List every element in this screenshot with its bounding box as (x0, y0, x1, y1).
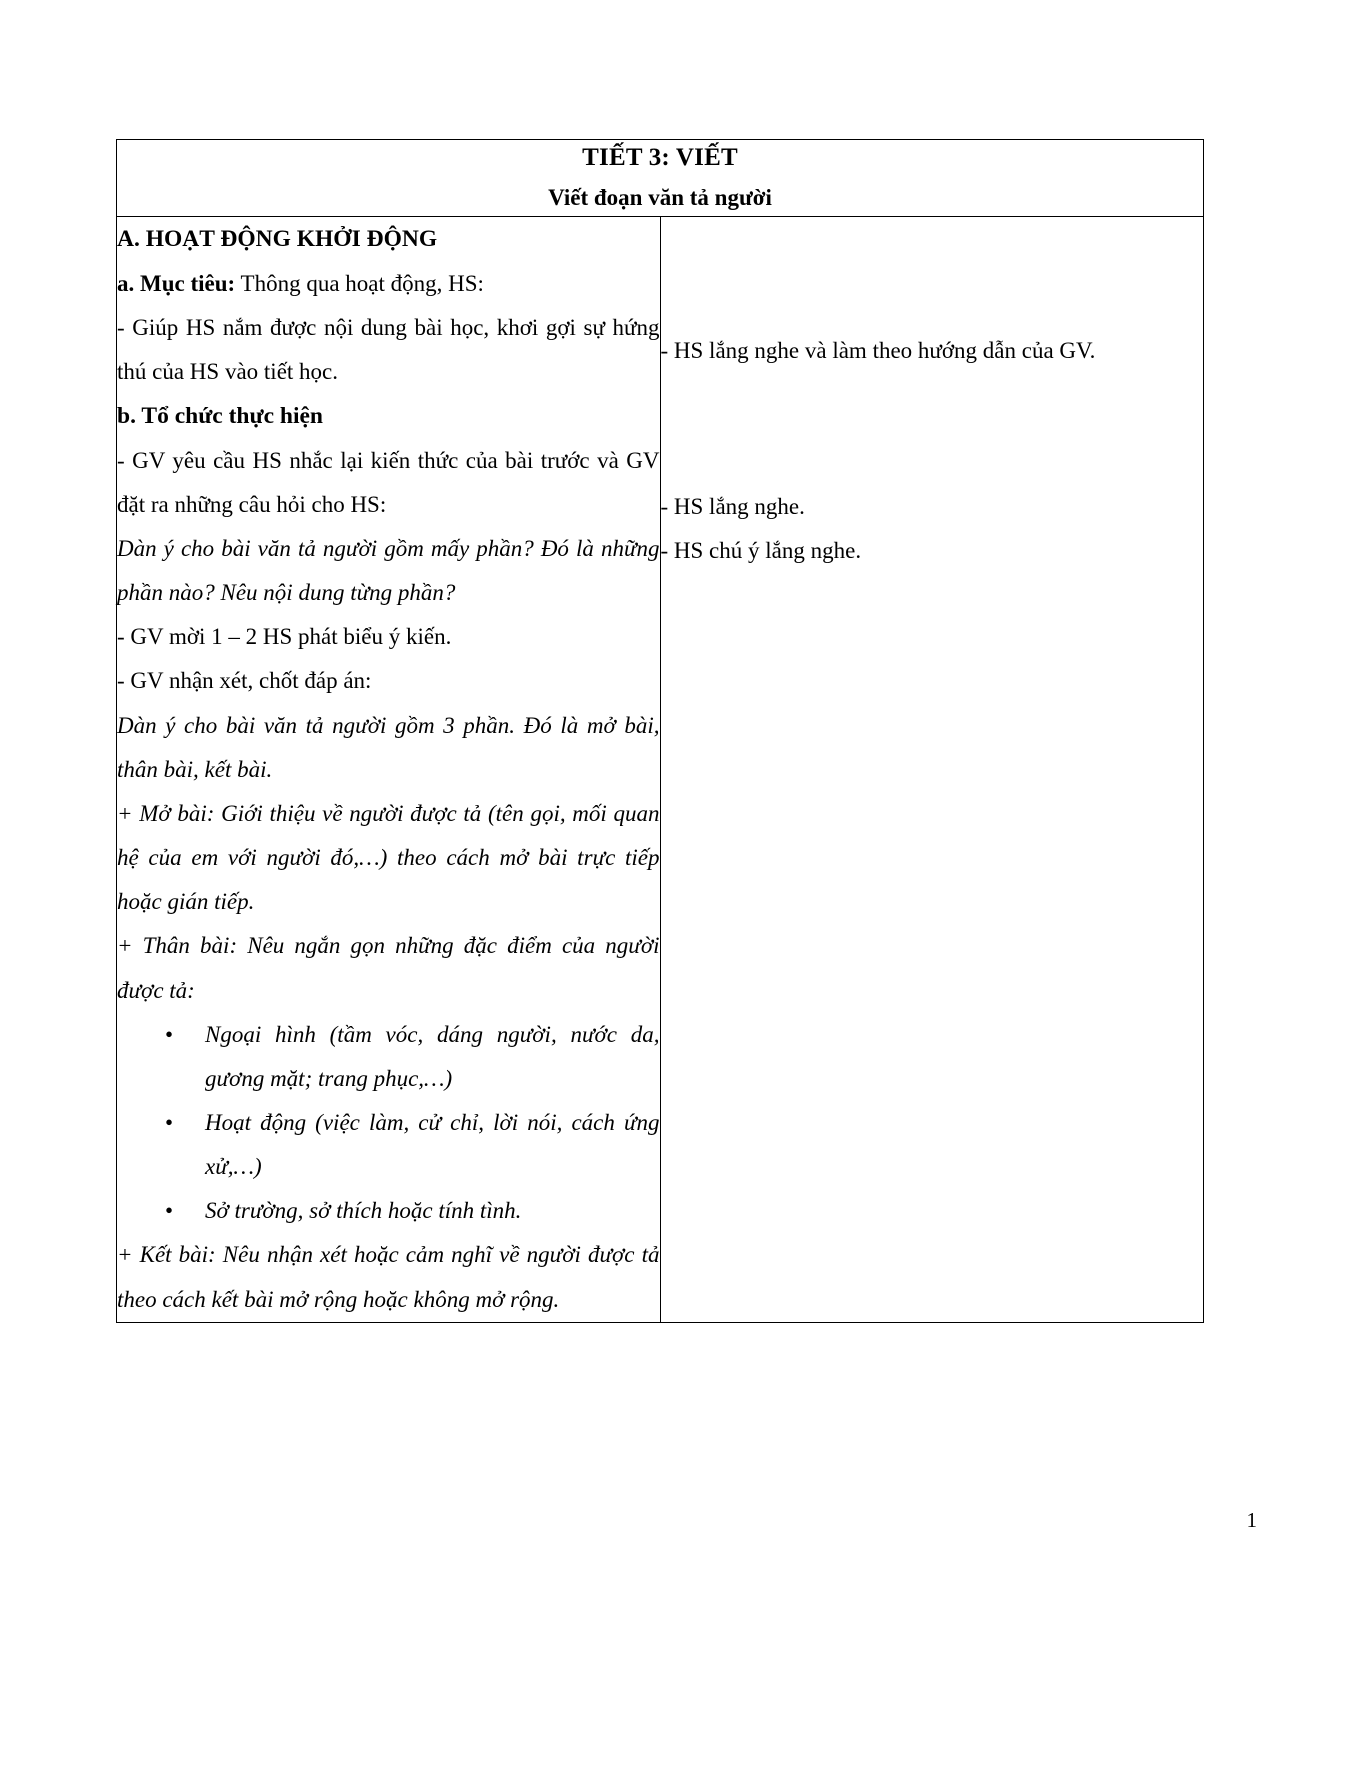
table-header-row (117, 140, 1204, 217)
student-activity-cell (660, 216, 1204, 1322)
bullet-dot-icon: • (165, 1198, 174, 1224)
answer-opening-part: + Mở bài: Giới thiệu về người được tả (tên gọi, mối quan hệ của em với người đó,…) theo cách mở bài trực tiếp hoặc gián tiếp. (117, 800, 660, 915)
right-column-spacer (661, 217, 1204, 329)
list-item (117, 1013, 660, 1101)
student-response-3: - HS chú ý lắng nghe. (660, 538, 862, 564)
right-column-spacer-2 (661, 373, 1204, 485)
organization-heading: b. Tổ chức thực hiện (117, 403, 324, 429)
bullet-dot-icon: • (165, 1109, 174, 1135)
page-title: TIẾT 3: VIẾT (582, 144, 738, 171)
invite-students-line: - GV mời 1 – 2 HS phát biểu ý kiến. (117, 624, 452, 650)
objective-line (117, 262, 660, 306)
header-cell (117, 140, 1204, 217)
bullet-dot-icon: • (165, 1021, 174, 1047)
list-item-label: Hoạt động (việc làm, cử chỉ, lời nói, cách ứng xử,…) (205, 1109, 660, 1180)
objective-item: - Giúp HS nắm được nội dung bài học, khơi gợi sự hứng thú của HS vào tiết học. (117, 314, 660, 384)
lesson-plan-table (116, 139, 1204, 1323)
body-part-bullet-list (117, 1013, 660, 1234)
student-response-2: - HS lắng nghe. (660, 494, 805, 520)
section-heading: A. HOẠT ĐỘNG KHỞI ĐỘNG (117, 225, 438, 252)
teacher-feedback-line: - GV nhận xét, chốt đáp án: (117, 668, 372, 694)
objective-text: Thông qua hoạt động, HS: (240, 270, 484, 296)
list-item (117, 1101, 660, 1189)
list-item (117, 1189, 660, 1233)
teacher-activity-cell (117, 216, 661, 1322)
answer-body-part: + Thân bài: Nêu ngắn gọn những đặc điểm của người được tả: (117, 933, 660, 1003)
student-response-1: - HS lắng nghe và làm theo hướng dẫn của GV. (660, 337, 1096, 363)
page-subtitle: Viết đoạn văn tả người (548, 185, 772, 211)
answer-closing-part: + Kết bài: Nêu nhận xét hoặc cảm nghĩ về người được tả theo cách kết bài mở rộng hoặc không mở rộng. (117, 1242, 660, 1312)
table-body-row (117, 216, 1204, 1322)
review-question: Dàn ý cho bài văn tả người gồm mấy phần? Đó là những phần nào? Nêu nội dung từng phần? (117, 535, 660, 606)
list-item-label: Sở trường, sở thích hoặc tính tình. (205, 1198, 522, 1224)
list-item-label: Ngoại hình (tầm vóc, dáng người, nước da, gương mặt; trang phục,…) (205, 1021, 660, 1091)
teacher-request-line: - GV yêu cầu HS nhắc lại kiến thức của bài trước và GV đặt ra những câu hỏi cho HS: (117, 447, 660, 517)
page-number: 1 (1246, 1508, 1257, 1532)
objective-label: a. Mục tiêu: (117, 270, 236, 296)
answer-intro: Dàn ý cho bài văn tả người gồm 3 phần. Đó là mở bài, thân bài, kết bài. (117, 712, 660, 782)
